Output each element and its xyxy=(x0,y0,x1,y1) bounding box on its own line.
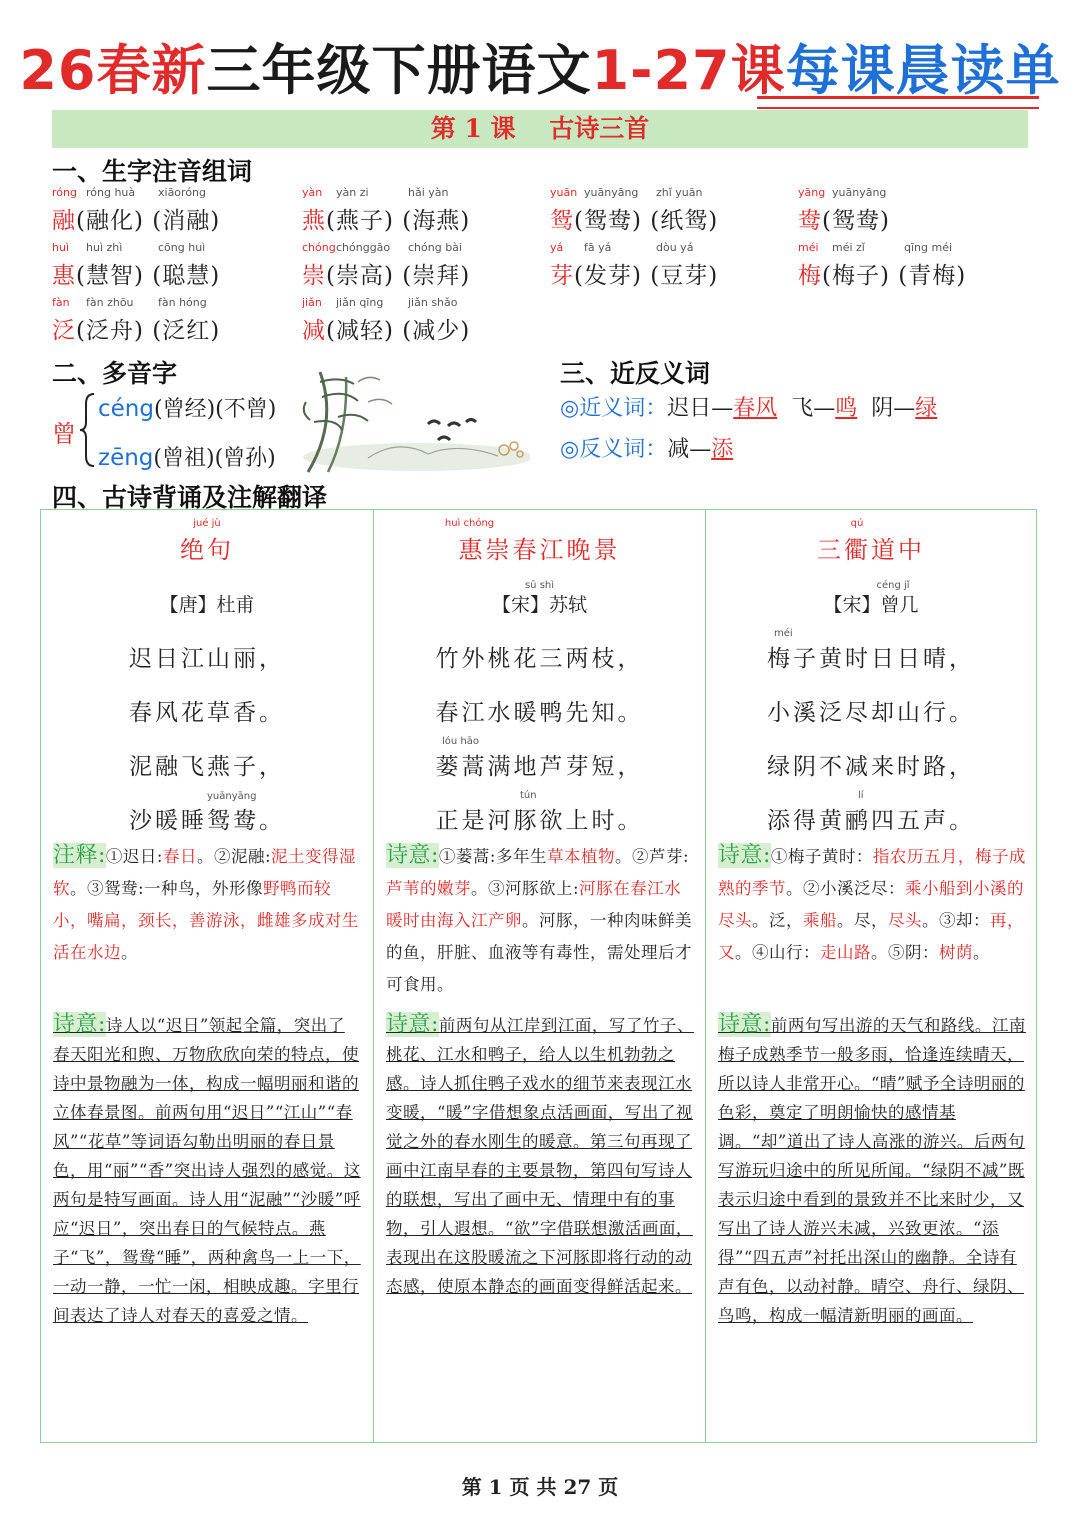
notes-tag: 注释: xyxy=(53,843,106,868)
poem-3-line-4: 添得黄鹂四五声。 xyxy=(767,808,975,834)
poem-1-line-4-pinyin: yuānyāng xyxy=(207,791,257,802)
vocab-word-list: (融化) (消融) xyxy=(76,208,221,234)
poem-2-author-pinyin: sū shì xyxy=(524,580,555,591)
vocab-word2-pinyin: qīng méi xyxy=(904,241,953,254)
page-footer: 第 1 页 共 27 页 xyxy=(461,1475,619,1499)
vocab-char-pinyin: fàn xyxy=(52,296,70,309)
section-heading-vocab: 一、生字注音组词 xyxy=(52,157,253,186)
vocab-word1-pinyin: méi zǐ xyxy=(832,241,865,254)
vocab-words xyxy=(302,257,470,290)
poem-column-1 xyxy=(41,510,374,1442)
poem-2-line-4: 正是河豚欲上时。 xyxy=(435,808,644,834)
poem-1-explanation: 诗意:诗人以“迟日”领起全篇，突出了春天阳光和煦、万物欣欣向荣的特点，使诗中景物融为一体，构成一幅明丽和谐的立体春景图。前两句用“迟日”“江山”“春风”“花草”等词语勾勒出明丽的春日景色，用“丽”“香”突出诗人强烈的感觉。这两句是特写画面。诗人用“泥融”“沙暖”呼应“迟日”，突出春日的气候特点。燕子“飞”，鸳鸯“睡”，两种禽鸟一上一下，一动一静，一忙一闲，相映成趣。字里行间表达了诗人对春天的喜爱之情。 xyxy=(53,1012,361,1325)
vocab-char-pinyin: méi xyxy=(798,241,819,254)
vocab-char: 崇 xyxy=(302,263,326,289)
vocab-char: 减 xyxy=(302,318,326,344)
poem-1-line-4: 沙暖睡鸳鸯。 xyxy=(129,808,285,834)
vocab-word1-pinyin: róng huà xyxy=(86,186,136,199)
title-part-3: 1-27课 xyxy=(591,39,786,102)
vocab-char: 惠 xyxy=(52,263,76,289)
section-heading-synonyms: 三、近反义词 xyxy=(560,359,711,388)
vocab-item xyxy=(52,241,302,293)
vocab-item xyxy=(52,296,302,348)
antonym-1-word: 减— xyxy=(667,437,712,462)
vocab-word2-pinyin: hǎi yàn xyxy=(408,186,449,199)
vocab-word-list: (鸳鸯) (纸鸳) xyxy=(574,208,719,234)
poem-column-2 xyxy=(374,510,706,1442)
vocab-char: 泛 xyxy=(52,318,76,344)
vocab-char: 梅 xyxy=(798,263,822,289)
antonym-label: ◎反义词： xyxy=(560,437,668,462)
poem-3-author: 【宋】曾几 xyxy=(823,594,919,616)
poem-1-line-2: 春风花草香。 xyxy=(129,700,285,726)
poem-3-line-1-pinyin: méi xyxy=(774,628,793,639)
vocab-word2-pinyin: dòu yá xyxy=(656,241,694,254)
poem-2-notes: 诗意:①蒌蒿:多年生草本植物。②芦芽:芦苇的嫩芽。③河豚欲上:河豚在春江水暖时由海入江产卵。河豚，一种肉味鲜美的鱼，肝脏、血液等有毒性，需处理后才可食用。 xyxy=(386,843,692,994)
vocab-word2-pinyin: chóng bài xyxy=(408,241,462,254)
polyphone-pinyin-2: zēng xyxy=(98,445,154,471)
poem-3-line-1: 梅子黄时日日晴， xyxy=(767,646,975,672)
vocab-char-pinyin: huì xyxy=(52,241,69,254)
title-part-4: 每课晨读单 xyxy=(785,39,1061,102)
poem-3-line-3: 绿阴不减来时路， xyxy=(767,754,975,780)
poem-2-line-1: 竹外桃花三两枝， xyxy=(435,646,644,672)
vocab-word1-pinyin: fā yá xyxy=(584,241,612,254)
polyphone-words-2: (曾祖)(曾孙) xyxy=(153,446,276,471)
poem-3-notes: 诗意:①梅子黄时：指农历五月，梅子成熟的季节。②小溪泛尽：乘小船到小溪的尽头。泛，乘船。尽，尽头。③却：再，又。④山行：走山路。⑤阴：树荫。 xyxy=(718,843,1026,962)
title-underline xyxy=(757,96,1039,109)
vocab-char-pinyin: yàn xyxy=(302,186,323,199)
vocab-words xyxy=(52,202,220,235)
synonym-label: ◎近义词： xyxy=(560,396,668,421)
vocab-item xyxy=(798,241,1048,293)
polyphone-words-1: (曾经)(不曾) xyxy=(153,397,277,422)
explanation-tag: 诗意: xyxy=(53,1012,106,1037)
poem-column-3 xyxy=(706,510,1036,1442)
vocab-item xyxy=(302,296,552,348)
ink-painting-image xyxy=(298,362,530,474)
vocab-word2-pinyin: cōng huì xyxy=(158,241,206,254)
poem-2-line-3-pinyin: lóu hāo xyxy=(442,736,479,747)
poem-2-explanation: 诗意:前两句从江岸到江面，写了竹子、桃花、江水和鸭子，给人以生机勃勃之感。诗人抓住鸭子戏水的细节来表现江水变暖，“暖”字借想象点活画面，写出了视觉之外的春水刚生的暖意。第三句再现了画中江南早春的主要景物，第四句写诗人的联想，写出了画中无、情理中有的事物，引人遐想。“欲”字借联想激活画面，表现出在这股暖流之下河豚即将行动的动态感，使原本静态的画面变得鲜活起来。 xyxy=(386,1012,694,1296)
vocab-item xyxy=(550,186,800,238)
synonym-1-answer: 春风 xyxy=(733,396,778,421)
synonym-3-answer: 绿 xyxy=(915,396,938,421)
vocab-item xyxy=(302,241,552,293)
poem-2-title: 惠崇春江晚景 xyxy=(458,536,621,564)
vocab-char-pinyin: róng xyxy=(52,186,77,199)
lesson-bar: 第 1 课 古诗三首 xyxy=(52,110,1028,148)
vocab-char-pinyin: chóng xyxy=(302,241,336,254)
antonym-row xyxy=(560,432,733,463)
brace-icon xyxy=(78,392,96,468)
vocab-words xyxy=(798,257,966,290)
vocab-word-list: (燕子) (海燕) xyxy=(326,208,471,234)
poem-3-title: 三衢道中 xyxy=(817,536,925,564)
poem-3-title-pinyin: qú xyxy=(850,518,864,529)
vocab-words xyxy=(798,202,890,235)
synonym-2-answer: 鸣 xyxy=(835,396,858,421)
vocab-word1-pinyin: huì zhì xyxy=(86,241,123,254)
vocab-char: 燕 xyxy=(302,208,326,234)
poem-2-line-3: 蒌蒿满地芦芽短， xyxy=(435,754,644,780)
vocab-word-list: (梅子) (青梅) xyxy=(822,263,967,289)
vocab-char: 鸳 xyxy=(550,208,574,234)
vocab-words xyxy=(52,312,220,345)
vocab-word-list: (崇高) (崇拜) xyxy=(326,263,471,289)
vocab-item xyxy=(798,186,1048,238)
title-part-2: 三年级下册语文 xyxy=(206,39,592,102)
antonym-1-answer: 添 xyxy=(711,437,734,462)
vocab-char-pinyin: yá xyxy=(550,241,564,254)
vocab-words xyxy=(550,202,718,235)
poem-1-notes: 注释:①迟日:春日。②泥融:泥土变得湿软。③鸳鸯:一种鸟，外形像野鸭而较小，嘴扁，颈长，善游泳，雌雄多成对生活在水边。 xyxy=(53,843,359,962)
vocab-words xyxy=(52,257,220,290)
poem-table xyxy=(40,509,1037,1443)
vocab-word2-pinyin: xiāoróng xyxy=(158,186,207,199)
synonym-3-word: 阴— xyxy=(871,396,916,421)
vocab-char: 鸯 xyxy=(798,208,822,234)
vocab-words xyxy=(302,202,470,235)
vocab-word2-pinyin: fàn hóng xyxy=(158,296,207,309)
poem-3-author-pinyin: céng jǐ xyxy=(876,580,910,591)
title-part-1: 26春新 xyxy=(19,39,207,102)
vocab-char-pinyin: yuān xyxy=(550,186,578,199)
section-heading-polyphone: 二、多音字 xyxy=(52,359,178,388)
vocab-word1-pinyin: yàn zi xyxy=(336,186,369,199)
poem-1-title: 绝句 xyxy=(180,536,234,564)
vocab-word1-pinyin: chónggāo xyxy=(336,241,391,254)
vocab-word-list: (减轻) (减少) xyxy=(326,318,471,344)
vocab-item xyxy=(52,186,302,238)
poem-2-author: 【宋】苏轼 xyxy=(491,594,587,616)
poem-3-explanation: 诗意:前两句写出游的天气和路线。江南梅子成熟季节一般多雨，恰逢连续晴天，所以诗人非常开心。“晴”赋予全诗明丽的色彩，奠定了明朗愉快的感情基调。“却”道出了诗人高涨的游兴。后两句写游玩归途中的所见所闻。“绿阴不减”既表示归途中看到的景致并不比来时少，又写出了诗人游兴未减，兴致更浓。“添得”“四五声”衬托出深山的幽静。全诗有声有色，以动衬静。晴空、舟行、绿阴、鸟鸣，构成一幅清新明丽的画面。 xyxy=(718,1012,1026,1325)
polyphone-reading-1 xyxy=(98,392,276,423)
vocab-char-pinyin: jiǎn xyxy=(302,296,322,309)
synonym-1-word: 迟日— xyxy=(667,396,734,421)
vocab-words xyxy=(302,312,470,345)
poem-1-line-3: 泥融飞燕子， xyxy=(129,754,285,780)
polyphone-reading-2 xyxy=(98,441,276,472)
poem-3-line-4-pinyin: lí xyxy=(858,790,864,801)
vocab-word-list: (鸳鸯) xyxy=(822,208,890,234)
vocab-word-list: (泛舟) (泛红) xyxy=(76,318,221,344)
page-title xyxy=(0,28,1080,105)
vocab-word2-pinyin: zhǐ yuān xyxy=(656,186,703,199)
vocab-word1-pinyin: jiǎn qīng xyxy=(336,296,384,309)
poem-1-title-pinyin: jué jù xyxy=(193,518,221,529)
vocab-word2-pinyin: jiǎn shǎo xyxy=(408,296,458,309)
vocab-char-pinyin: yāng xyxy=(798,186,826,199)
vocab-word1-pinyin: yuānyāng xyxy=(832,186,887,199)
poem-1-line-1: 迟日江山丽， xyxy=(129,646,285,672)
vocab-item xyxy=(550,241,800,293)
poem-1-author: 【唐】杜甫 xyxy=(159,594,255,616)
poem-2-title-pinyin: huì chóng xyxy=(444,518,495,529)
vocab-word1-pinyin: fàn zhōu xyxy=(86,296,134,309)
vocab-word-list: (慧智) (聪慧) xyxy=(76,263,221,289)
poem-2-line-2: 春江水暖鸭先知。 xyxy=(435,700,644,726)
polyphone-char: 曾 xyxy=(52,420,76,448)
vocab-char: 芽 xyxy=(550,263,574,289)
synonym-row xyxy=(560,391,937,422)
polyphone-pinyin-1: céng xyxy=(98,396,154,422)
vocab-word1-pinyin: yuānyāng xyxy=(584,186,639,199)
vocab-words xyxy=(550,257,718,290)
section-heading-poems: 四、古诗背诵及注解翻译 xyxy=(52,483,328,512)
poem-2-line-4-pinyin: tún xyxy=(520,790,537,801)
poem-3-line-2: 小溪泛尽却山行。 xyxy=(767,700,975,726)
synonym-2-word: 飞— xyxy=(791,396,836,421)
vocab-char: 融 xyxy=(52,208,76,234)
vocab-word-list: (发芽) (豆芽) xyxy=(574,263,719,289)
vocab-item xyxy=(302,186,552,238)
